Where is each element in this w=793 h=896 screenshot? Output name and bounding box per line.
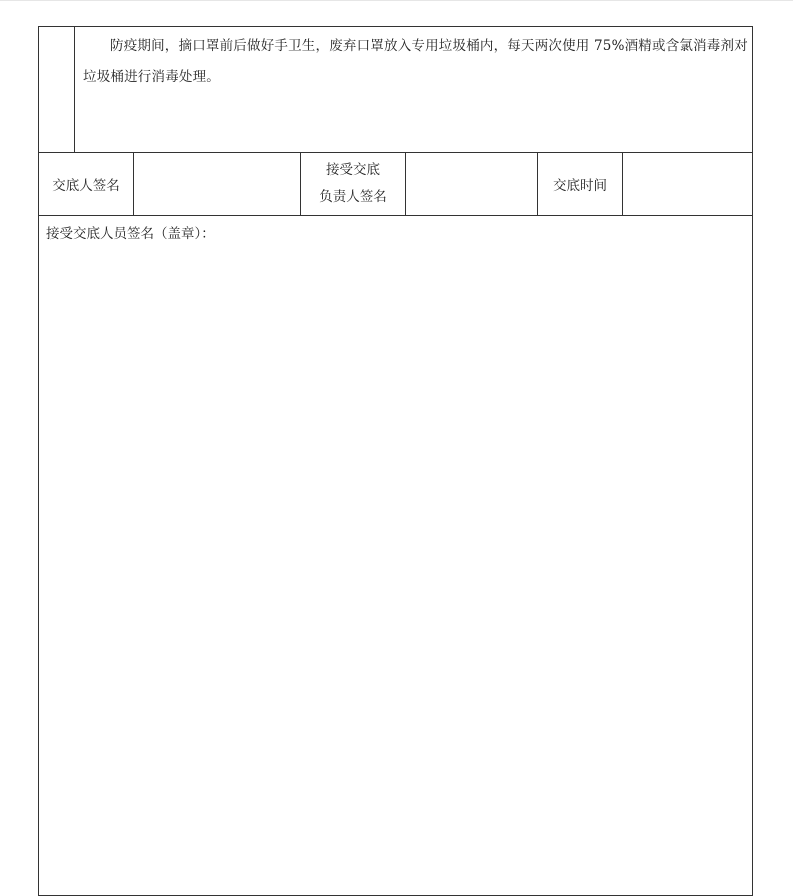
receiver-label-line1: 接受交底: [326, 162, 380, 178]
disclosure-time-label: [538, 153, 623, 215]
receivers-signature-area[interactable]: [39, 216, 752, 896]
content-paragraph: 防疫期间，摘口罩前后做好手卫生，废弃口罩放入专用垃圾桶内，每天两次使用 75%酒精或含氯消毒剂对垃圾桶进行消毒处理。: [83, 38, 748, 85]
discloser-signature-label: [39, 153, 134, 215]
disclosure-time-field[interactable]: [623, 153, 752, 215]
disclosure-time-label-text: 交底时间: [553, 178, 607, 194]
receiver-label-line2: 负责人签名: [319, 189, 387, 205]
disclosure-form: [38, 26, 753, 896]
content-left-column: [39, 27, 75, 152]
discloser-signature-field[interactable]: [134, 153, 301, 215]
receiver-signature-field[interactable]: [406, 153, 538, 215]
signature-row: [39, 153, 752, 216]
receivers-signature-label: 接受交底人员签名（盖章）：: [46, 226, 215, 242]
page-top-edge: [0, 0, 793, 1]
receiver-signature-label: [301, 153, 406, 215]
content-row: [39, 27, 752, 153]
discloser-signature-label-text: 交底人签名: [52, 178, 120, 194]
